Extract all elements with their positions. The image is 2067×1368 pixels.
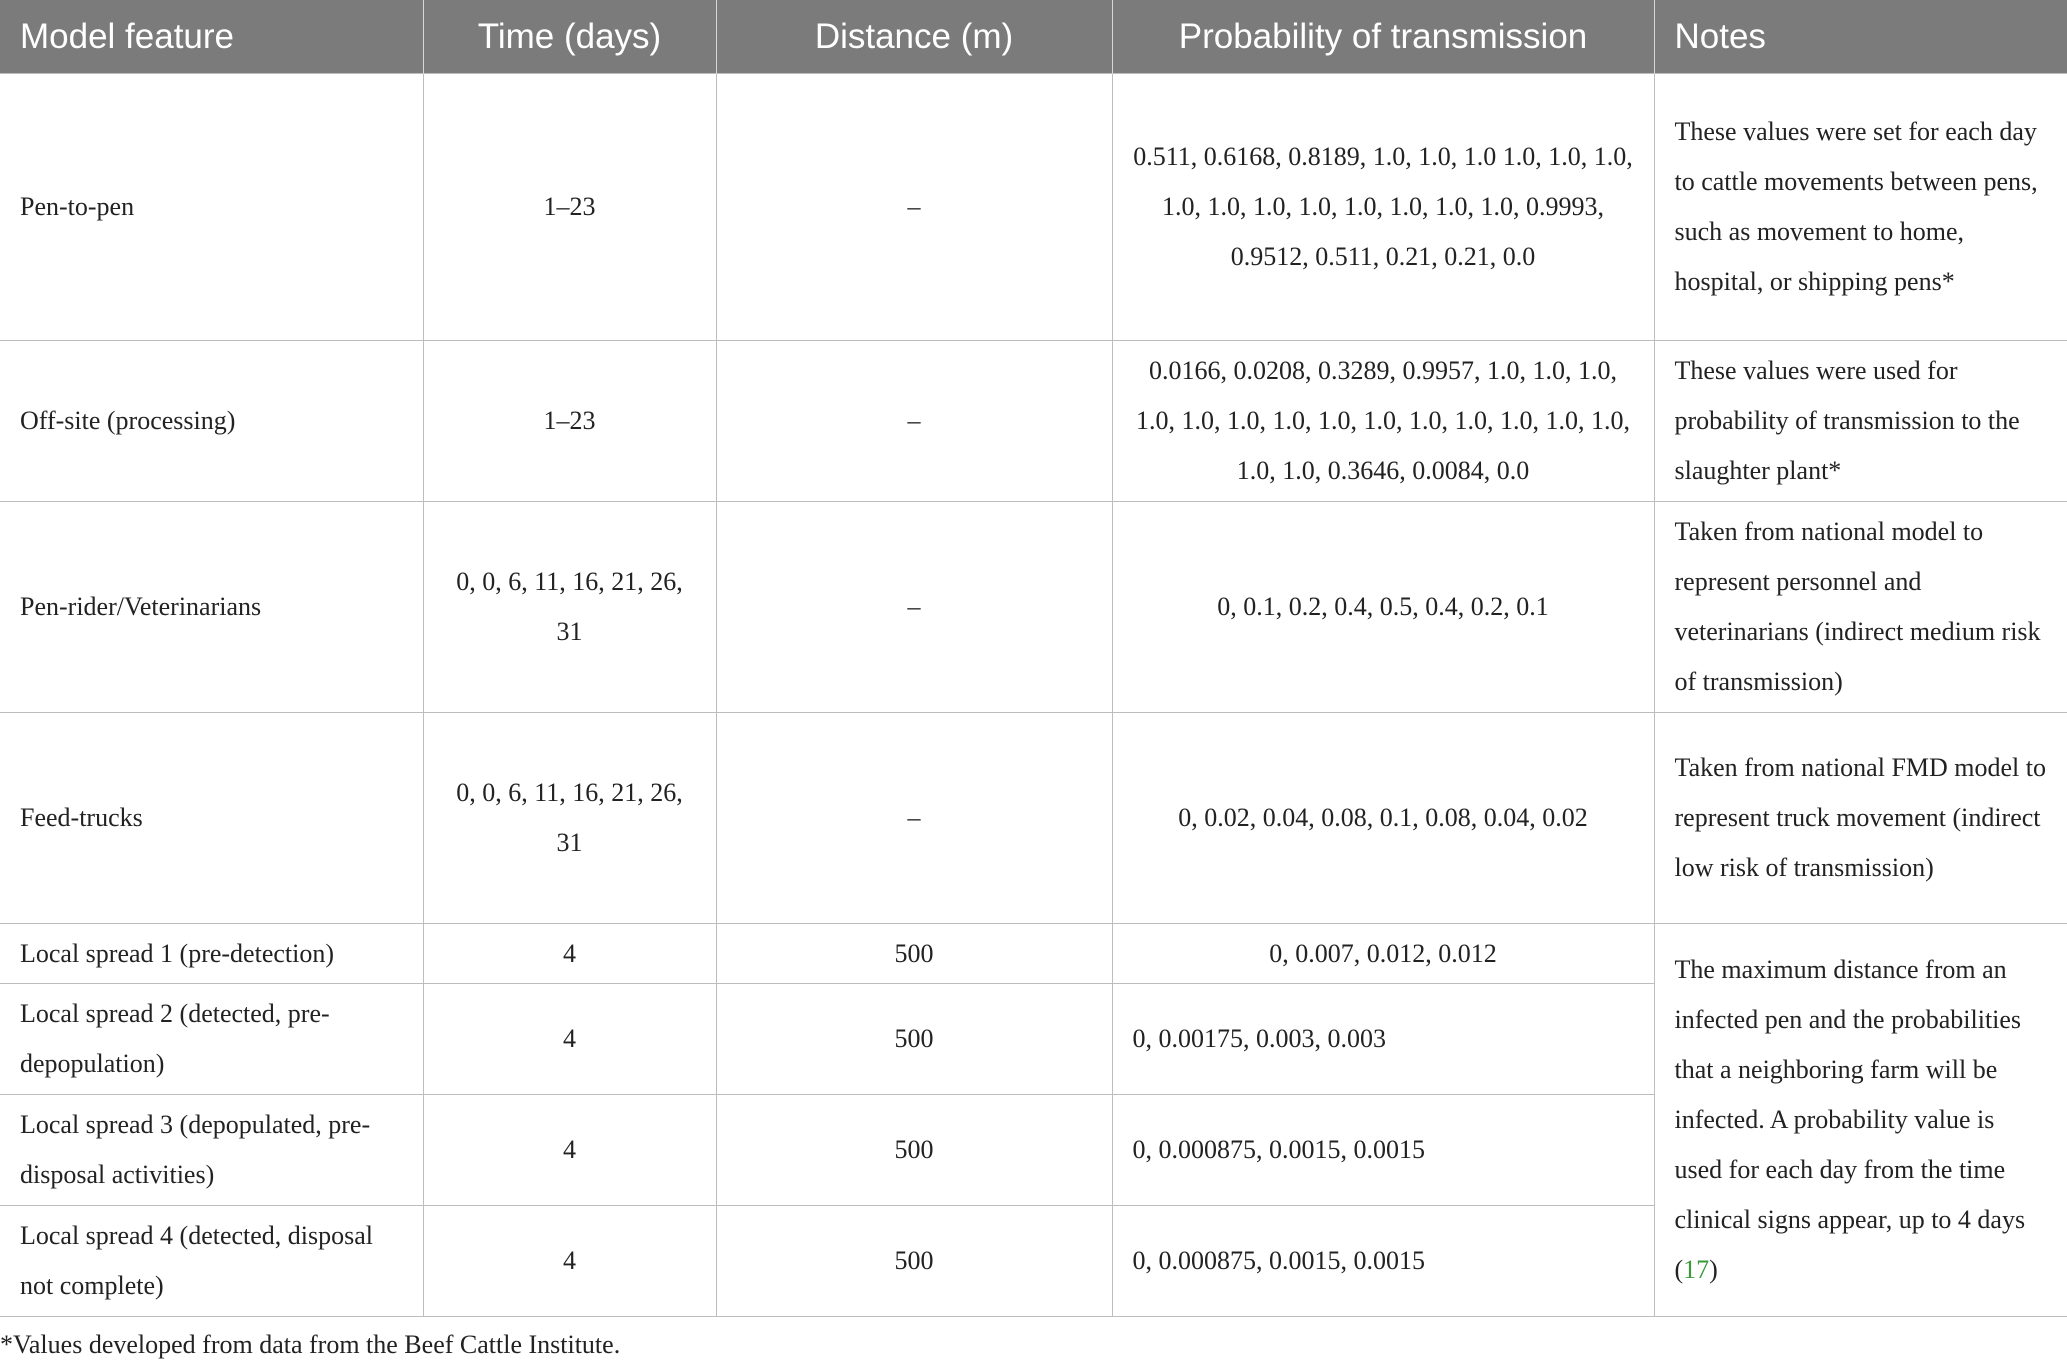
cell-feature: Local spread 3 (depopulated, pre-disposal activities) — [0, 1095, 423, 1206]
cell-time: 1–23 — [423, 74, 716, 341]
cell-probability: 0, 0.000875, 0.0015, 0.0015 — [1112, 1206, 1654, 1317]
merged-note-text: The maximum distance from an infected pen and the probabilities that a neighboring farm will be infected. A probability value is used for each day from the time clinical signs appear, up to 4 days ( — [1674, 955, 2026, 1284]
cell-feature: Feed-trucks — [0, 713, 423, 924]
cell-probability: 0, 0.00175, 0.003, 0.003 — [1112, 984, 1654, 1095]
header-probability: Probability of transmission — [1112, 0, 1654, 74]
cell-time: 4 — [423, 924, 716, 984]
cell-feature: Pen-to-pen — [0, 74, 423, 341]
cell-feature: Pen-rider/Veterinarians — [0, 502, 423, 713]
table-row — [0, 713, 2067, 924]
header-model-feature: Model feature — [0, 0, 423, 74]
cell-probability: 0, 0.02, 0.04, 0.08, 0.1, 0.08, 0.04, 0.02 — [1112, 713, 1654, 924]
cell-distance: – — [716, 502, 1112, 713]
header-row — [0, 0, 2067, 74]
cell-time: 4 — [423, 1206, 716, 1317]
merged-note-close: ) — [1709, 1255, 1718, 1284]
cell-notes: These values were set for each day to cattle movements between pens, such as movement to home, hospital, or shipping pens* — [1654, 74, 2067, 341]
table-row — [0, 502, 2067, 713]
cell-probability: 0, 0.007, 0.012, 0.012 — [1112, 924, 1654, 984]
cell-distance: – — [716, 713, 1112, 924]
header-distance: Distance (m) — [716, 0, 1112, 74]
table-row — [0, 341, 2067, 502]
cell-time: 4 — [423, 1095, 716, 1206]
cell-notes-merged — [1654, 924, 2067, 1317]
cell-notes: Taken from national model to represent personnel and veterinarians (indirect medium risk of transmission) — [1654, 502, 2067, 713]
header-notes: Notes — [1654, 0, 2067, 74]
cell-distance: 500 — [716, 984, 1112, 1095]
cell-time: 1–23 — [423, 341, 716, 502]
reference-link[interactable]: 17 — [1683, 1255, 1710, 1284]
cell-time: 4 — [423, 984, 716, 1095]
cell-distance: 500 — [716, 924, 1112, 984]
cell-distance: 500 — [716, 1095, 1112, 1206]
cell-distance: 500 — [716, 1206, 1112, 1317]
header-time: Time (days) — [423, 0, 716, 74]
table-row — [0, 74, 2067, 341]
cell-probability: 0.0166, 0.0208, 0.3289, 0.9957, 1.0, 1.0, 1.0, 1.0, 1.0, 1.0, 1.0, 1.0, 1.0, 1.0, 1.0, 1.0, 1.0, 1.0, 1.0, 1.0, 0.3646, 0.0084, 0.0 — [1112, 341, 1654, 502]
cell-distance: – — [716, 74, 1112, 341]
cell-time: 0, 0, 6, 11, 16, 21, 26, 31 — [423, 713, 716, 924]
cell-feature: Local spread 4 (detected, disposal not complete) — [0, 1206, 423, 1317]
table-footnote: *Values developed from data from the Beef Cattle Institute. — [0, 1330, 621, 1359]
cell-probability: 0, 0.000875, 0.0015, 0.0015 — [1112, 1095, 1654, 1206]
cell-feature: Local spread 1 (pre-detection) — [0, 924, 423, 984]
cell-probability: 0.511, 0.6168, 0.8189, 1.0, 1.0, 1.0 1.0, 1.0, 1.0, 1.0, 1.0, 1.0, 1.0, 1.0, 1.0, 1.0, 1.0, 0.9993, 0.9512, 0.511, 0.21, 0.21, 0.0 — [1112, 74, 1654, 341]
cell-probability: 0, 0.1, 0.2, 0.4, 0.5, 0.4, 0.2, 0.1 — [1112, 502, 1654, 713]
cell-feature: Off-site (processing) — [0, 341, 423, 502]
cell-time: 0, 0, 6, 11, 16, 21, 26, 31 — [423, 502, 716, 713]
table-row — [0, 924, 2067, 984]
cell-notes: These values were used for probability of transmission to the slaughter plant* — [1654, 341, 2067, 502]
cell-notes: Taken from national FMD model to represent truck movement (indirect low risk of transmission) — [1654, 713, 2067, 924]
cell-distance: – — [716, 341, 1112, 502]
cell-feature: Local spread 2 (detected, pre-depopulation) — [0, 984, 423, 1095]
